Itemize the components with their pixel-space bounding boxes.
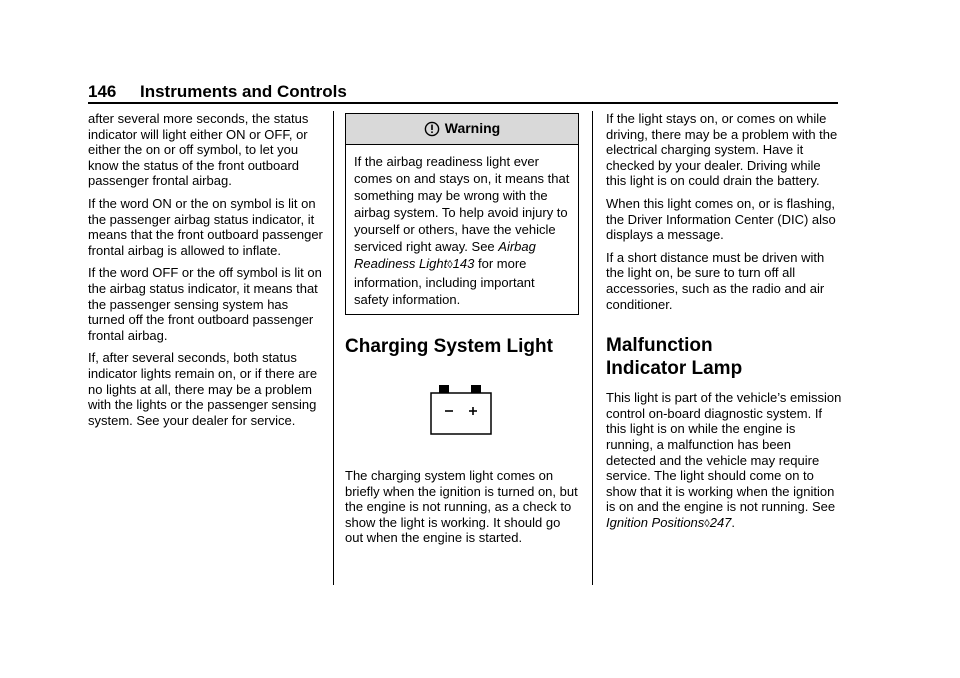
section-title: Instruments and Controls — [140, 82, 347, 101]
battery-icon — [429, 384, 493, 436]
cross-reference-link[interactable]: Ignition Positions — [606, 514, 705, 530]
warning-text-part: If the airbag readiness light ever comes on and stays on, it means that something may be wrong with the airbag system. To help avoid injury to yourself or others, have the vehicle serviced right away. See — [354, 154, 570, 254]
warning-header — [346, 114, 578, 145]
column-right — [606, 111, 842, 539]
paragraph: If the word ON or the on symbol is lit on the passenger airbag status indicator, it means that the front outboard passenger frontal airbag is allowed to inflate. — [88, 195, 323, 258]
column-middle — [345, 111, 581, 553]
heading-charging-system-light: Charging System Light — [345, 336, 553, 357]
heading-malfunction-indicator-lamp — [606, 334, 842, 380]
page-ref-arrow-icon: ◊ — [704, 517, 710, 530]
page-ref-arrow-icon: ◊ — [447, 259, 453, 271]
paragraph: after several more seconds, the status indicator will light either ON or OFF, or either the on or off symbol, to let you know the status of the front outboard passenger frontal airbag. — [88, 111, 309, 189]
paragraph: The charging system light comes on briefly when the ignition is turned on, but the engine is not running, as a check to show the light is working. It should go out when the engine is started. — [345, 468, 578, 546]
warning-text — [346, 145, 578, 314]
page-reference[interactable]: 143 — [452, 256, 475, 271]
warning-text-part: for more information, including important safety information. — [354, 256, 535, 307]
cross-reference-link[interactable]: Airbag Readiness Light — [354, 239, 536, 271]
text-part: This light is part of the vehicle’s emission control on-board diagnostic system. If this light is on while the engine is running, a malfunction has been detected and the vehicle may require service. The light should come on to show that it is working when the ignition is on and the engine is not running. See — [606, 390, 842, 515]
paragraph — [606, 390, 842, 532]
page-reference[interactable]: 247 — [709, 514, 732, 530]
page-number: 146 — [88, 82, 117, 101]
paragraph: If the word OFF or the off symbol is lit on the airbag status indicator, it means that the passenger sensing system has turned off the front outboard passenger frontal airbag. — [88, 265, 322, 343]
paragraph: When this light comes on, or is flashing, the Driver Information Center (DIC) also displays a message. — [606, 195, 836, 243]
warning-icon — [424, 121, 440, 137]
column-left — [88, 111, 324, 435]
paragraph: If a short distance must be driven with the light on, be sure to turn off all accessories, such as the radio and air conditioner. — [606, 249, 825, 312]
warning-box — [345, 113, 579, 315]
column-divider — [333, 111, 334, 585]
paragraph: If, after several seconds, both status indicator lights remain on, or if there are no lights at all, there may be a problem with the lights or the passenger sensing system. See your dealer for service. — [88, 350, 318, 428]
warning-title: Warning — [444, 120, 501, 137]
text-part: . — [731, 514, 736, 530]
heading-line: Malfunction — [606, 335, 713, 357]
heading-line: Indicator Lamp — [606, 358, 743, 380]
column-divider — [592, 111, 593, 585]
header-rule — [88, 102, 838, 104]
paragraph: If the light stays on, or comes on while driving, there may be a problem with the electrical charging system. Have it checked by your dealer. Driving while this light is on could drain the battery. — [606, 111, 838, 189]
battery-icon-container — [345, 368, 581, 468]
